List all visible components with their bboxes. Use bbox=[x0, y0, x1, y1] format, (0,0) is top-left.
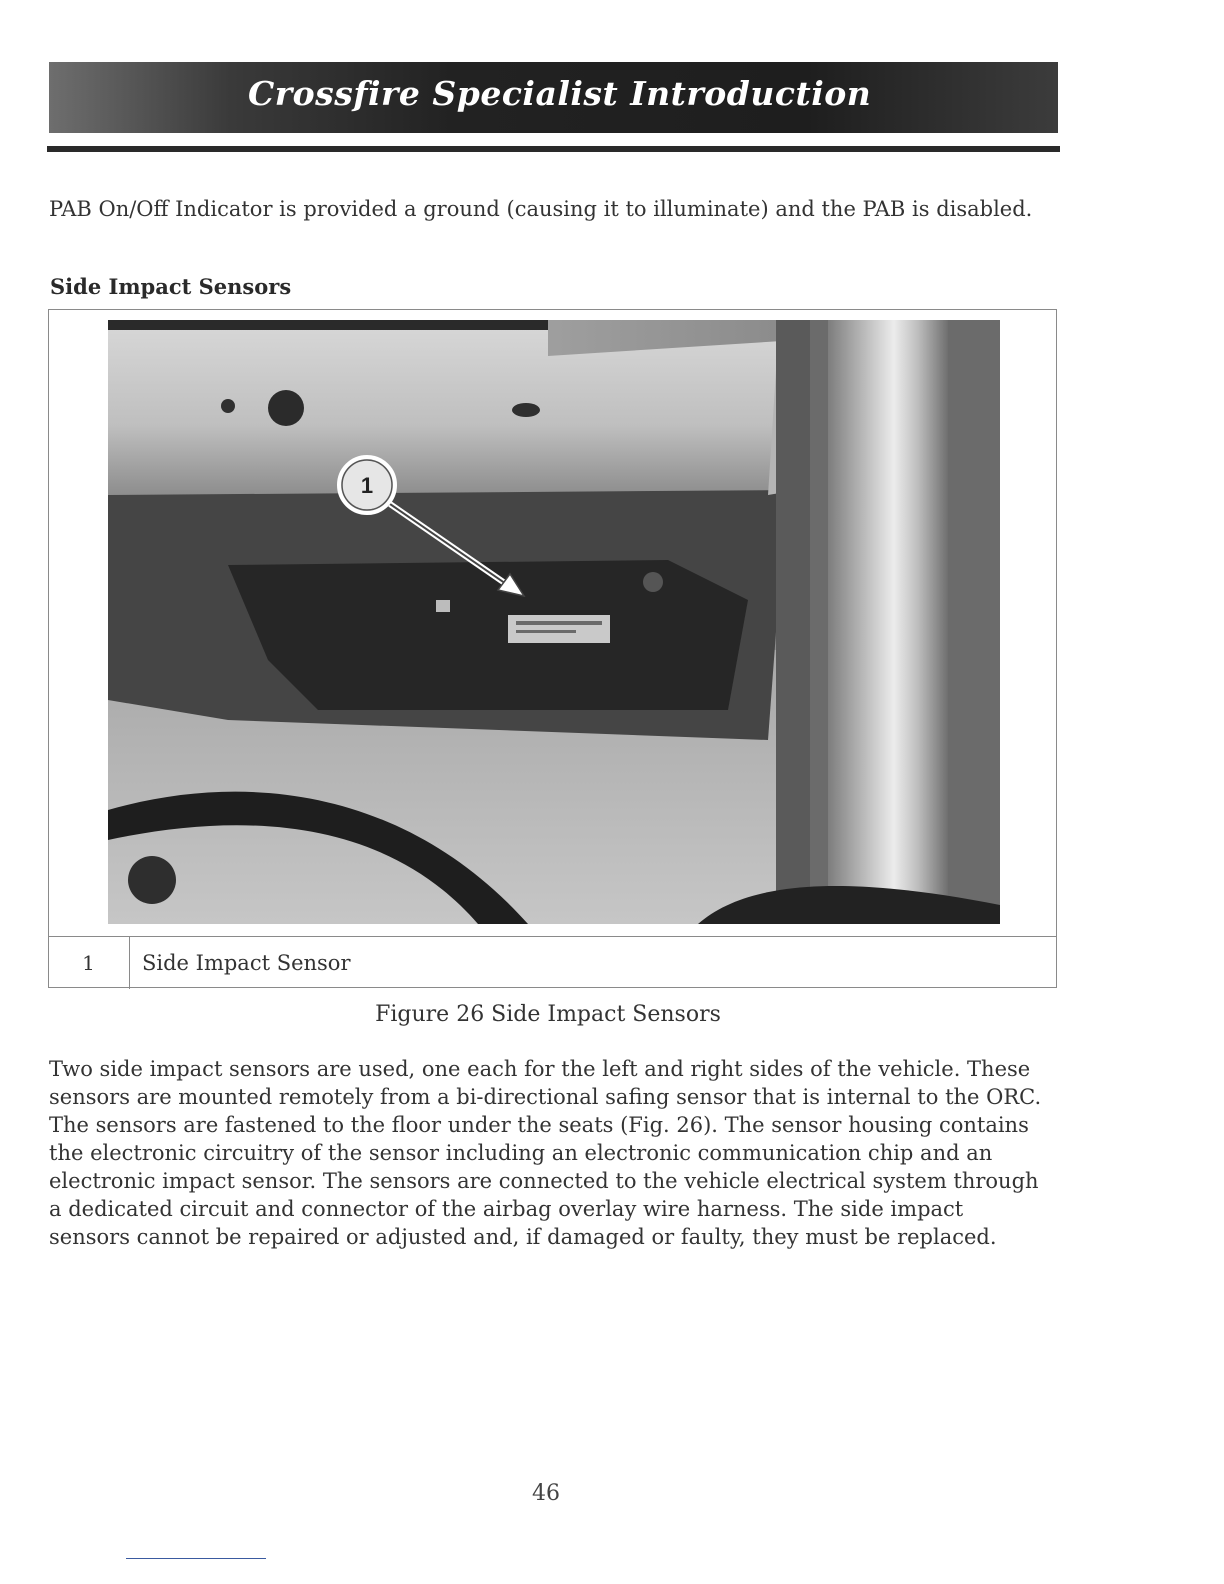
sensor-photo bbox=[108, 320, 1000, 924]
section-heading: Side Impact Sensors bbox=[50, 274, 292, 299]
figure-legend-row bbox=[48, 936, 1057, 988]
sensor-photo-illustration bbox=[108, 320, 1000, 924]
legend-label: Side Impact Sensor bbox=[142, 951, 351, 975]
header-divider bbox=[47, 146, 1060, 152]
page-header-title: Crossfire Specialist Introduction bbox=[248, 74, 872, 113]
legend-number: 1 bbox=[48, 937, 130, 989]
footnote-divider bbox=[126, 1558, 266, 1559]
callout-number: 1 bbox=[360, 473, 374, 498]
figure-caption: Figure 26 Side Impact Sensors bbox=[375, 1002, 721, 1027]
page-number: 46 bbox=[532, 1481, 560, 1506]
body-paragraph: Two side impact sensors are used, one each for the left and right sides of the vehicle. These sensors are mounted remotely from a bi-directional safing sensor that is internal to the ORC. The sensors are fastened to the floor under the seats (Fig. 26). The sensor housing contains the electronic circuitry of the sensor including an electronic communication chip and an electronic impact sensor. The sensors are connected to the vehicle electrical system through a dedicated circuit and connector of the airbag overlay wire harness. The side impact sensors cannot be repaired or adjusted and, if damaged or faulty, they must be replaced. bbox=[49, 1057, 1042, 1249]
intro-paragraph: PAB On/Off Indicator is provided a ground (causing it to illuminate) and the PAB is disabled. bbox=[49, 197, 1033, 221]
